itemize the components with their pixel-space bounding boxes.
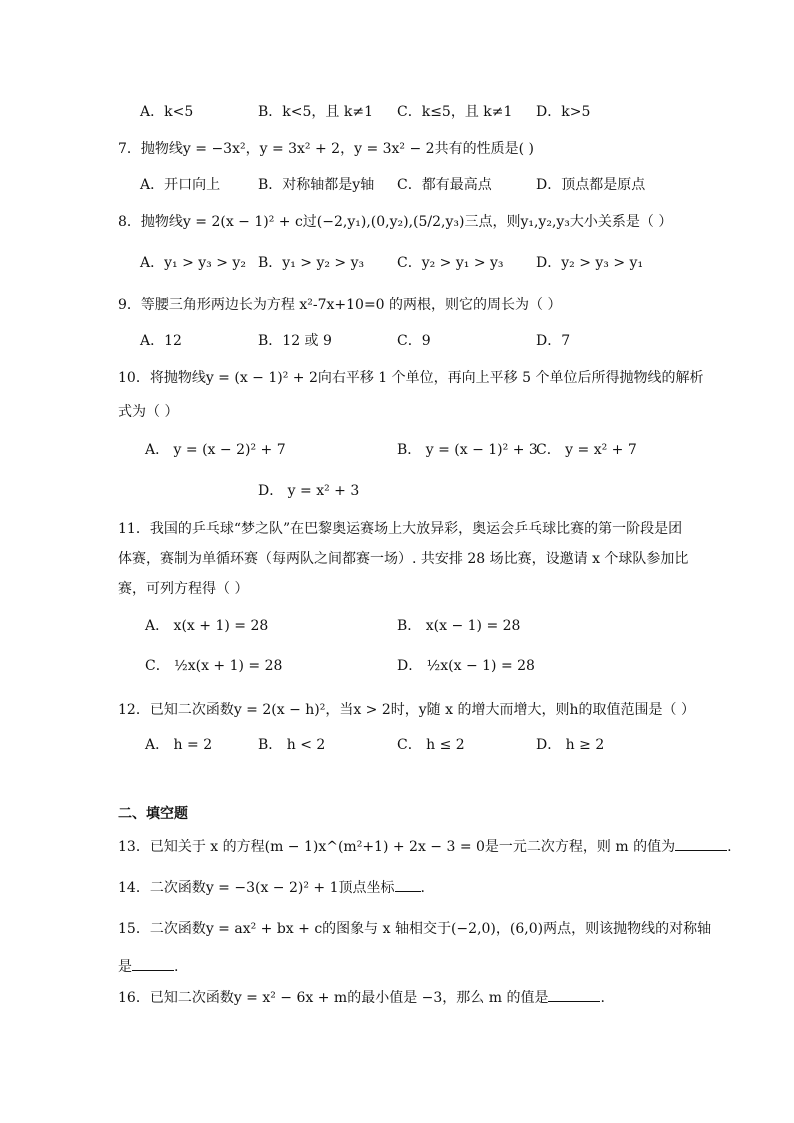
q13-end: .	[727, 839, 732, 855]
q8-option-d: D．y₂ > y₃ > y₁	[536, 255, 644, 271]
section-heading-fill-in: 二、填空题	[118, 806, 188, 822]
q16	[118, 987, 605, 1008]
q8-option-c: C．y₂ > y₁ > y₃	[397, 255, 504, 271]
q8-stem: 8．抛物线y = 2(x − 1)² + c过(−2,y₁),(0,y₂),(5/2,y₃)三点，则y₁,y₂,y₃大小关系是（ ）	[118, 214, 673, 230]
q7-stem: 7．抛物线y = −3x²，y = 3x² + 2，y = 3x² − 2共有的性质是( )	[118, 141, 534, 157]
q9-option-a: A．12	[140, 333, 182, 349]
q12-option-b: B． h < 2	[258, 737, 326, 753]
q9-option-b: B．12 或 9	[258, 333, 332, 349]
q10-option-c: C． y = x² + 7	[536, 442, 637, 458]
q15-answer-blank[interactable]	[132, 956, 174, 971]
q12-option-c: C． h ≤ 2	[397, 737, 465, 753]
q6-option-a: A．k<5	[140, 104, 194, 120]
q7-option-a: A．开口向上	[140, 177, 221, 193]
q13-stem: 13．已知关于 x 的方程(m − 1)x^(m²+1) + 2x − 3 = 0是一元二次方程，则 m 的值为	[118, 839, 676, 855]
q9-option-c: C．9	[397, 333, 431, 349]
q10-stem-line2: 式为（ ）	[118, 404, 179, 420]
q11-option-a: A． x(x + 1) = 28	[145, 618, 269, 634]
q11-stem-line1: 11．我国的乒乓球“梦之队”在巴黎奥运赛场上大放异彩，奥运会乒乓球比赛的第一阶段是团	[118, 521, 683, 537]
q6-option-c: C．k≤5，且 k≠1	[397, 104, 513, 120]
q6-option-b: B．k<5，且 k≠1	[258, 104, 373, 120]
q11-option-b: B． x(x − 1) = 28	[397, 618, 521, 634]
q9-stem: 9．等腰三角形两边长为方程 x²-7x+10=0 的两根，则它的周长为（ ）	[118, 297, 562, 313]
q16-end: .	[600, 990, 605, 1006]
q15-end: .	[174, 959, 179, 975]
q13-answer-blank[interactable]	[675, 836, 727, 851]
q14-stem: 14．二次函数y = −3(x − 2)² + 1顶点坐标	[118, 880, 395, 896]
q7-option-c: C．都有最高点	[397, 177, 492, 193]
q10-option-a: A． y = (x − 2)² + 7	[145, 442, 286, 458]
q10-stem-line1: 10．将抛物线y = (x − 1)² + 2向右平移 1 个单位，再向上平移 5 个单位后所得抛物线的解析	[118, 370, 704, 386]
q12-stem: 12．已知二次函数y = 2(x − h)²，当x > 2时，y随 x 的增大而增大，则h的取值范围是（ ）	[118, 702, 695, 718]
q16-stem: 16．已知二次函数y = x² − 6x + m的最小值是 −3，那么 m 的值是	[118, 990, 549, 1006]
q10-option-d: D． y = x² + 3	[258, 483, 360, 499]
q15-stem-line2: 是	[118, 959, 132, 975]
q13	[118, 836, 732, 857]
q7-option-b: B．对称轴都是y轴	[258, 177, 375, 193]
q11-option-d: D． ½x(x − 1) = 28	[397, 658, 535, 674]
q16-answer-blank[interactable]	[548, 987, 600, 1002]
q11-stem-line3: 赛，可列方程得（ ）	[118, 581, 249, 597]
q6-option-d: D．k>5	[536, 104, 591, 120]
q10-option-b: B． y = (x − 1)² + 3	[397, 442, 538, 458]
q14-end: .	[420, 880, 425, 896]
q11-stem-line2: 体赛，赛制为单循环赛（每两队之间都赛一场）. 共安排 28 场比赛，设邀请 x 个球队参加比	[118, 551, 689, 567]
q8-option-b: B．y₁ > y₂ > y₃	[258, 255, 365, 271]
q8-option-a: A．y₁ > y₃ > y₂	[140, 255, 246, 271]
q9-option-d: D．7	[536, 333, 571, 349]
q15-line2	[118, 956, 178, 977]
q15-stem-line1: 15．二次函数y = ax² + bx + c的图象与 x 轴相交于(−2,0)，(6,0)两点，则该抛物线的对称轴	[118, 921, 712, 937]
q11-option-c: C． ½x(x + 1) = 28	[145, 658, 283, 674]
q12-option-a: A． h = 2	[145, 737, 213, 753]
q7-option-d: D．顶点都是原点	[536, 177, 646, 193]
q14	[118, 877, 425, 898]
q14-answer-blank[interactable]	[395, 877, 421, 892]
q12-option-d: D． h ≥ 2	[536, 737, 605, 753]
